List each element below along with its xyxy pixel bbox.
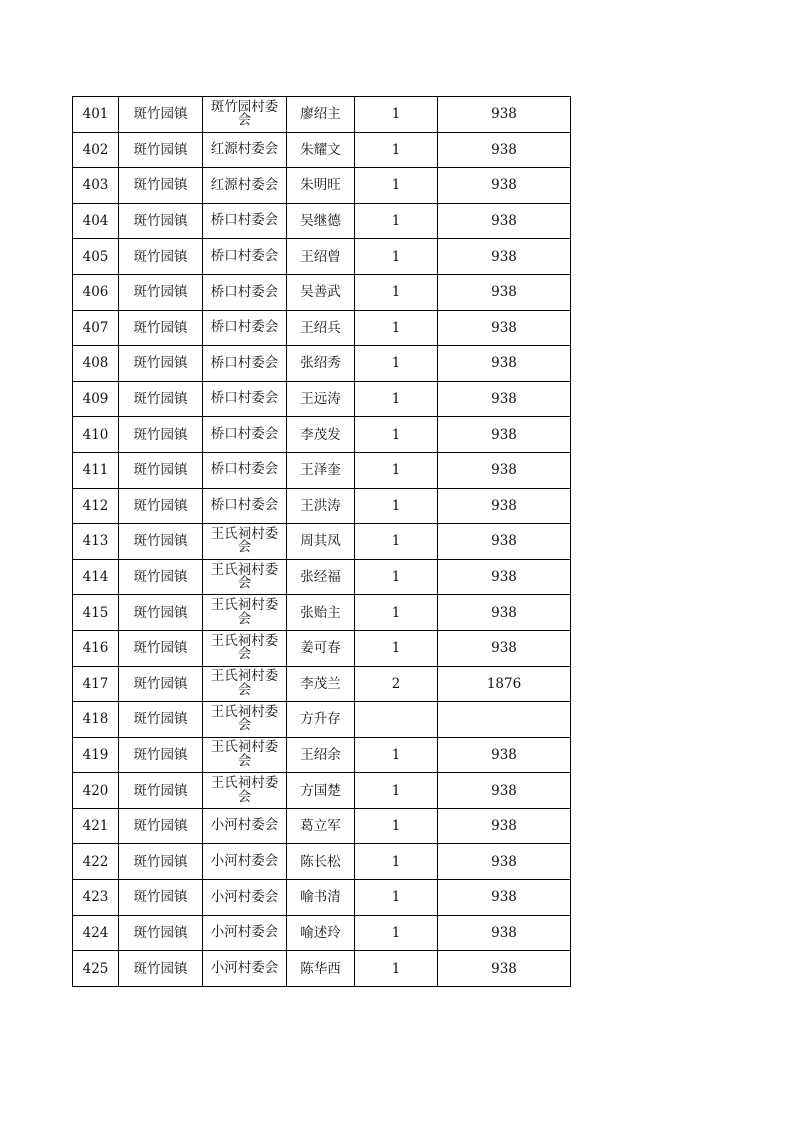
count-cell: 1 (355, 346, 438, 382)
person-name-cell: 方升存 (287, 702, 355, 738)
village-committee-cell: 桥口村委会 (203, 488, 287, 524)
count-cell: 1 (355, 951, 438, 987)
count-cell: 1 (355, 844, 438, 880)
person-name-cell: 张经福 (287, 559, 355, 595)
village-committee-cell: 小河村委会 (203, 951, 287, 987)
serial-number-cell: 419 (73, 737, 119, 773)
town-cell: 斑竹园镇 (119, 951, 203, 987)
village-committee-cell: 小河村委会 (203, 915, 287, 951)
table-row (73, 951, 571, 987)
person-name-cell: 王绍曾 (287, 239, 355, 275)
table-row (73, 559, 571, 595)
village-committee-cell: 斑竹园村委会 (203, 97, 287, 133)
village-committee-cell: 桥口村委会 (203, 203, 287, 239)
person-name-cell: 葛立军 (287, 808, 355, 844)
table-row (73, 310, 571, 346)
person-name-cell: 陈华西 (287, 951, 355, 987)
amount-cell: 938 (438, 168, 571, 204)
amount-cell: 938 (438, 381, 571, 417)
serial-number-cell: 405 (73, 239, 119, 275)
amount-cell: 938 (438, 132, 571, 168)
serial-number-cell: 421 (73, 808, 119, 844)
village-committee-cell: 王氏祠村委会 (203, 773, 287, 809)
count-cell: 1 (355, 595, 438, 631)
amount-cell: 938 (438, 310, 571, 346)
amount-cell: 938 (438, 951, 571, 987)
town-cell: 斑竹园镇 (119, 559, 203, 595)
count-cell: 1 (355, 168, 438, 204)
town-cell: 斑竹园镇 (119, 880, 203, 916)
amount-cell: 938 (438, 346, 571, 382)
person-name-cell: 吴继德 (287, 203, 355, 239)
town-cell: 斑竹园镇 (119, 346, 203, 382)
serial-number-cell: 422 (73, 844, 119, 880)
village-committee-cell: 红源村委会 (203, 132, 287, 168)
person-name-cell: 朱明旺 (287, 168, 355, 204)
table-row (73, 630, 571, 666)
serial-number-cell: 417 (73, 666, 119, 702)
count-cell: 1 (355, 559, 438, 595)
person-name-cell: 王洪涛 (287, 488, 355, 524)
amount-cell: 1876 (438, 666, 571, 702)
amount-cell: 938 (438, 915, 571, 951)
table-row (73, 239, 571, 275)
count-cell: 1 (355, 773, 438, 809)
table-row (73, 168, 571, 204)
village-committee-cell: 王氏祠村委会 (203, 595, 287, 631)
town-cell: 斑竹园镇 (119, 666, 203, 702)
table-row (73, 97, 571, 133)
table-body (73, 97, 571, 987)
person-name-cell: 廖绍主 (287, 97, 355, 133)
table-row (73, 808, 571, 844)
person-name-cell: 王泽奎 (287, 452, 355, 488)
town-cell: 斑竹园镇 (119, 595, 203, 631)
serial-number-cell: 406 (73, 274, 119, 310)
person-name-cell: 陈长松 (287, 844, 355, 880)
town-cell: 斑竹园镇 (119, 702, 203, 738)
count-cell: 1 (355, 880, 438, 916)
town-cell: 斑竹园镇 (119, 97, 203, 133)
village-committee-cell: 小河村委会 (203, 808, 287, 844)
village-committee-cell: 王氏祠村委会 (203, 559, 287, 595)
person-name-cell: 姜可春 (287, 630, 355, 666)
village-committee-cell: 小河村委会 (203, 880, 287, 916)
amount-cell: 938 (438, 880, 571, 916)
table-row (73, 737, 571, 773)
person-name-cell: 王远涛 (287, 381, 355, 417)
serial-number-cell: 413 (73, 524, 119, 560)
town-cell: 斑竹园镇 (119, 773, 203, 809)
village-committee-cell: 红源村委会 (203, 168, 287, 204)
count-cell: 1 (355, 808, 438, 844)
village-committee-cell: 桥口村委会 (203, 381, 287, 417)
village-committee-cell: 桥口村委会 (203, 346, 287, 382)
person-name-cell: 王绍兵 (287, 310, 355, 346)
amount-cell: 938 (438, 559, 571, 595)
amount-cell: 938 (438, 239, 571, 275)
amount-cell: 938 (438, 452, 571, 488)
amount-cell: 938 (438, 417, 571, 453)
town-cell: 斑竹园镇 (119, 915, 203, 951)
count-cell: 1 (355, 488, 438, 524)
town-cell: 斑竹园镇 (119, 452, 203, 488)
table-row (73, 417, 571, 453)
serial-number-cell: 401 (73, 97, 119, 133)
serial-number-cell: 410 (73, 417, 119, 453)
amount-cell: 938 (438, 844, 571, 880)
town-cell: 斑竹园镇 (119, 168, 203, 204)
table-row (73, 346, 571, 382)
amount-cell: 938 (438, 773, 571, 809)
count-cell: 1 (355, 737, 438, 773)
table-row (73, 381, 571, 417)
amount-cell: 938 (438, 524, 571, 560)
town-cell: 斑竹园镇 (119, 737, 203, 773)
town-cell: 斑竹园镇 (119, 310, 203, 346)
table-row (73, 132, 571, 168)
village-committee-cell: 桥口村委会 (203, 274, 287, 310)
town-cell: 斑竹园镇 (119, 239, 203, 275)
village-committee-cell: 王氏祠村委会 (203, 737, 287, 773)
serial-number-cell: 423 (73, 880, 119, 916)
table-row (73, 595, 571, 631)
amount-cell: 938 (438, 595, 571, 631)
count-cell: 2 (355, 666, 438, 702)
person-name-cell: 朱耀文 (287, 132, 355, 168)
count-cell (355, 702, 438, 738)
town-cell: 斑竹园镇 (119, 132, 203, 168)
person-name-cell: 张贻主 (287, 595, 355, 631)
data-table (72, 96, 571, 987)
serial-number-cell: 402 (73, 132, 119, 168)
amount-cell: 938 (438, 97, 571, 133)
town-cell: 斑竹园镇 (119, 808, 203, 844)
person-name-cell: 周其凤 (287, 524, 355, 560)
town-cell: 斑竹园镇 (119, 417, 203, 453)
table-row (73, 274, 571, 310)
count-cell: 1 (355, 417, 438, 453)
table-row (73, 488, 571, 524)
village-committee-cell: 王氏祠村委会 (203, 630, 287, 666)
village-committee-cell: 小河村委会 (203, 844, 287, 880)
person-name-cell: 喻书清 (287, 880, 355, 916)
serial-number-cell: 416 (73, 630, 119, 666)
serial-number-cell: 420 (73, 773, 119, 809)
town-cell: 斑竹园镇 (119, 630, 203, 666)
amount-cell: 938 (438, 737, 571, 773)
amount-cell: 938 (438, 808, 571, 844)
serial-number-cell: 411 (73, 452, 119, 488)
table-row (73, 844, 571, 880)
count-cell: 1 (355, 915, 438, 951)
amount-cell: 938 (438, 274, 571, 310)
table-row (73, 702, 571, 738)
village-committee-cell: 桥口村委会 (203, 310, 287, 346)
town-cell: 斑竹园镇 (119, 488, 203, 524)
town-cell: 斑竹园镇 (119, 274, 203, 310)
town-cell: 斑竹园镇 (119, 203, 203, 239)
person-name-cell: 李茂发 (287, 417, 355, 453)
serial-number-cell: 403 (73, 168, 119, 204)
serial-number-cell: 408 (73, 346, 119, 382)
village-committee-cell: 王氏祠村委会 (203, 524, 287, 560)
count-cell: 1 (355, 274, 438, 310)
count-cell: 1 (355, 97, 438, 133)
table-row (73, 773, 571, 809)
serial-number-cell: 404 (73, 203, 119, 239)
count-cell: 1 (355, 381, 438, 417)
count-cell: 1 (355, 310, 438, 346)
person-name-cell: 方国楚 (287, 773, 355, 809)
serial-number-cell: 415 (73, 595, 119, 631)
serial-number-cell: 418 (73, 702, 119, 738)
amount-cell (438, 702, 571, 738)
person-name-cell: 李茂兰 (287, 666, 355, 702)
village-committee-cell: 桥口村委会 (203, 452, 287, 488)
town-cell: 斑竹园镇 (119, 524, 203, 560)
village-committee-cell: 桥口村委会 (203, 417, 287, 453)
table-row (73, 915, 571, 951)
amount-cell: 938 (438, 488, 571, 524)
town-cell: 斑竹园镇 (119, 844, 203, 880)
count-cell: 1 (355, 630, 438, 666)
person-name-cell: 王绍余 (287, 737, 355, 773)
amount-cell: 938 (438, 203, 571, 239)
table-row (73, 452, 571, 488)
table-row (73, 880, 571, 916)
table-row (73, 666, 571, 702)
count-cell: 1 (355, 132, 438, 168)
amount-cell: 938 (438, 630, 571, 666)
village-committee-cell: 桥口村委会 (203, 239, 287, 275)
serial-number-cell: 425 (73, 951, 119, 987)
village-committee-cell: 王氏祠村委会 (203, 666, 287, 702)
person-name-cell: 吴善武 (287, 274, 355, 310)
serial-number-cell: 412 (73, 488, 119, 524)
table-row (73, 203, 571, 239)
count-cell: 1 (355, 452, 438, 488)
town-cell: 斑竹园镇 (119, 381, 203, 417)
person-name-cell: 张绍秀 (287, 346, 355, 382)
serial-number-cell: 424 (73, 915, 119, 951)
table-row (73, 524, 571, 560)
serial-number-cell: 409 (73, 381, 119, 417)
count-cell: 1 (355, 239, 438, 275)
village-committee-cell: 王氏祠村委会 (203, 702, 287, 738)
serial-number-cell: 414 (73, 559, 119, 595)
count-cell: 1 (355, 203, 438, 239)
serial-number-cell: 407 (73, 310, 119, 346)
person-name-cell: 喻述玲 (287, 915, 355, 951)
count-cell: 1 (355, 524, 438, 560)
